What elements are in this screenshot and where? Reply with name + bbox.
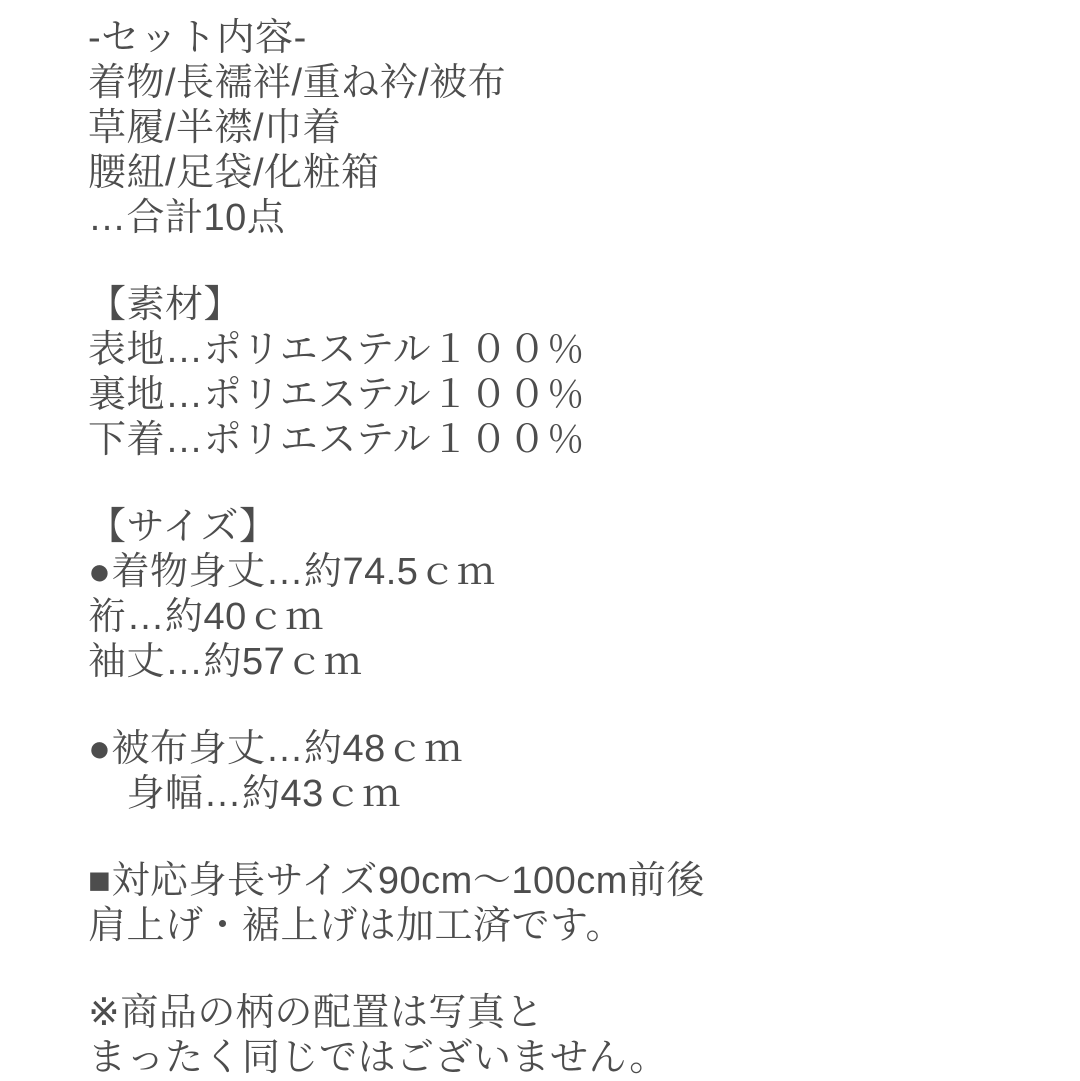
text-line: 着物/長襦袢/重ね衿/被布 xyxy=(88,62,507,104)
text-line: 裄…約40ｃｍ xyxy=(88,596,324,638)
text-line: 袖丈…約57ｃｍ xyxy=(88,641,363,683)
text-line: 肩上げ・裾上げは加工済です。 xyxy=(88,905,624,947)
text-line: 腰紐/足袋/化粧箱 xyxy=(88,152,380,194)
text-line: 下着…ポリエステル１００％ xyxy=(88,419,586,461)
text-line: 身幅…約43ｃｍ xyxy=(88,773,401,815)
section-size-hifu xyxy=(88,727,1060,817)
text-line: ※商品の柄の配置は写真と xyxy=(88,992,544,1034)
total-count-line: …合計10点 xyxy=(88,197,286,239)
text-line: ■対応身長サイズ90cm〜100cm前後 xyxy=(88,860,705,902)
text-line: 草履/半襟/巾着 xyxy=(88,107,342,149)
section-material xyxy=(88,283,1060,463)
text-line: まったく同じではございません。 xyxy=(88,1037,668,1079)
material-heading: 【素材】 xyxy=(88,284,243,326)
section-set-contents xyxy=(88,16,1060,241)
text-line: 表地…ポリエステル１００％ xyxy=(88,329,586,371)
section-height-range xyxy=(88,859,1060,949)
size-heading: 【サイズ】 xyxy=(88,506,278,548)
set-contents-heading: -セット内容- xyxy=(88,17,307,59)
text-line: ●被布身丈…約48ｃｍ xyxy=(88,728,463,770)
text-line: 裏地…ポリエステル１００％ xyxy=(88,374,586,416)
text-line: ●着物身丈…約74.5ｃｍ xyxy=(88,551,496,593)
section-size-kimono xyxy=(88,505,1060,685)
section-pattern-note xyxy=(88,991,1060,1081)
